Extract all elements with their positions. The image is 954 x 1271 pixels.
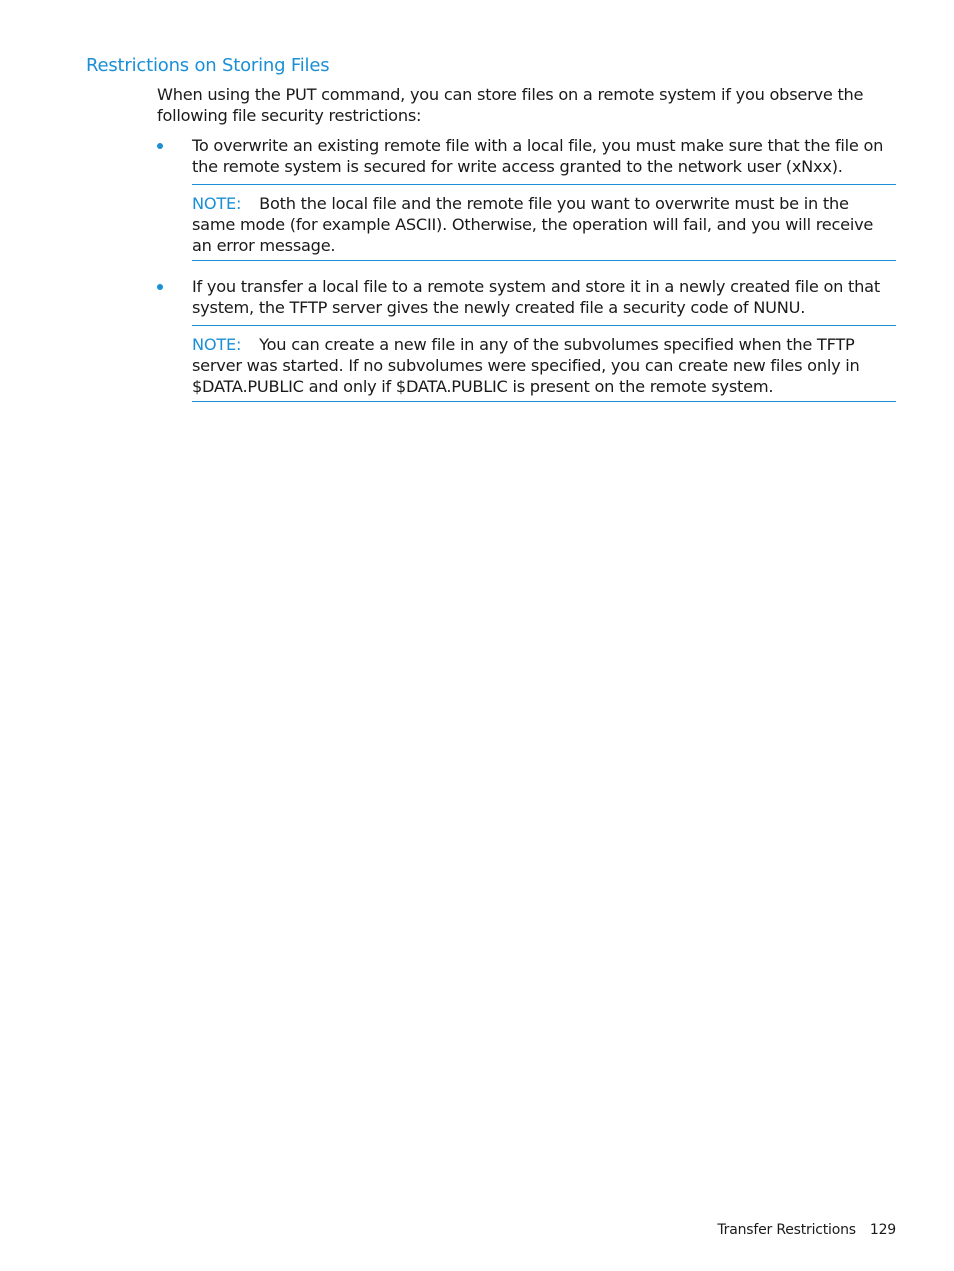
- bullet-text: To overwrite an existing remote file with a local file, you must make sure that the file on the remote system is secured for write access granted to the network user (xNxx).: [192, 136, 884, 176]
- note-text: You can create a new file in any of the subvolumes specified when the TFTP server was started. If no subvolumes were specified, you can create new files only in $DATA.PUBLIC and only if $DATA.PUBLIC is present on the remote system.: [192, 335, 860, 396]
- bullet-icon: [157, 143, 163, 149]
- intro-paragraph: When using the PUT command, you can store files on a remote system if you observe the following file security restrictions:: [157, 85, 864, 125]
- bullet-item-new-file: [157, 276, 899, 318]
- bullet-icon: [157, 284, 163, 290]
- note-label: NOTE:: [192, 194, 242, 213]
- bullet-text: If you transfer a local file to a remote system and store it in a newly created file on that system, the TFTP server gives the newly created file a security code of NUNU.: [192, 277, 880, 317]
- note-box-overwrite: [192, 184, 896, 261]
- note-label: NOTE:: [192, 335, 242, 354]
- footer-section-name: Transfer Restrictions: [717, 1222, 856, 1238]
- page-number: 129: [869, 1222, 896, 1238]
- page-footer: [717, 1222, 896, 1238]
- bullet-item-overwrite: [157, 135, 899, 177]
- note-box-new-file: [192, 325, 896, 402]
- note-text: Both the local file and the remote file you want to overwrite must be in the same mode (for example ASCII). Otherwise, the operation will fail, and you will receive an error message.: [192, 194, 874, 255]
- section-title: Restrictions on Storing Files: [86, 55, 330, 76]
